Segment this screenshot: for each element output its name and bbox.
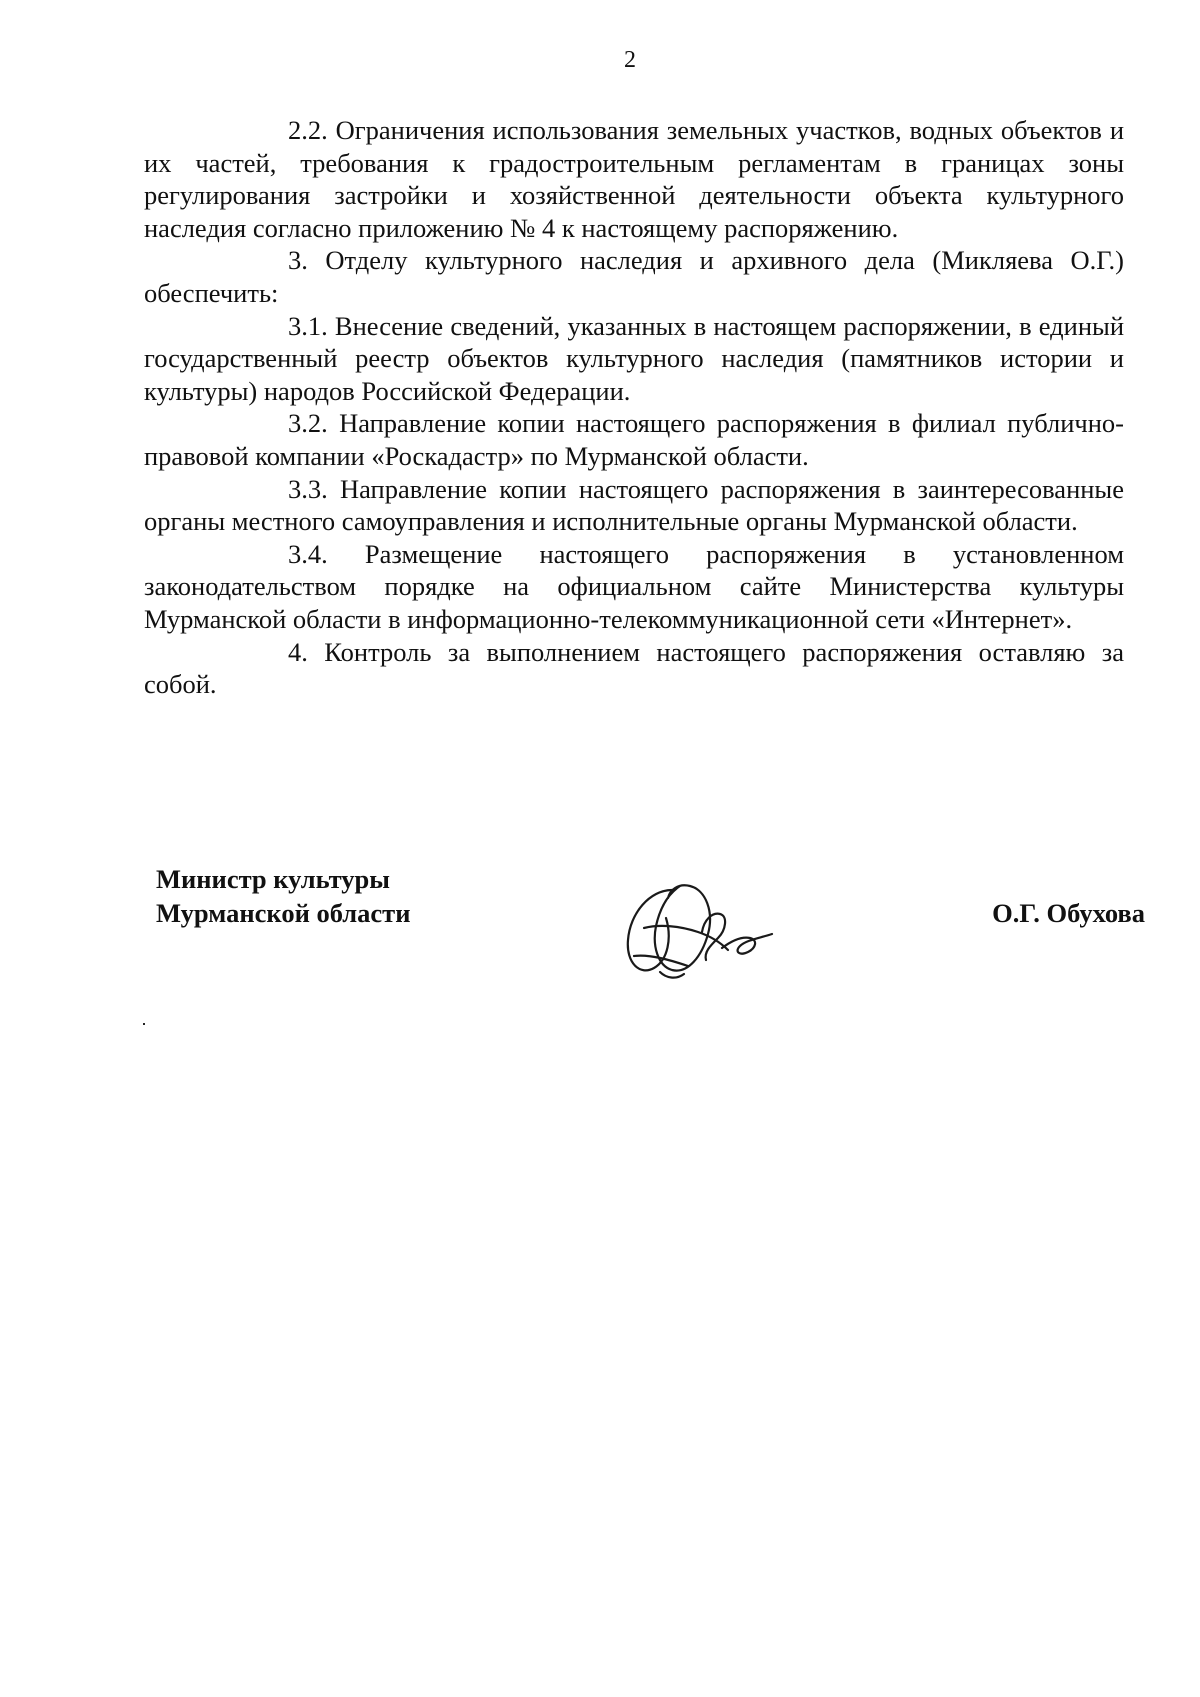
signatory-title-line1: Министр культуры bbox=[156, 864, 390, 894]
document-body bbox=[144, 114, 1124, 701]
paragraph-text: Внесение сведений, указанных в настоящем распоряжении, в единый государственный реестр объектов культурного наследия (памятников истории и культуры) народов Российской Федерации. bbox=[144, 310, 1125, 406]
paragraph-3-4 bbox=[144, 538, 1124, 636]
paragraph-3 bbox=[144, 244, 1124, 309]
paragraph-text: Ограничения использования земельных участков, водных объектов и их частей, требования к градостроительным регламентам в границах зоны регулирования застройки и хозяйственной деятельности объекта культурного наследия согласно приложению № 4 к настоящему распоряжению. bbox=[144, 115, 1124, 243]
stray-mark bbox=[143, 1023, 145, 1025]
signatory-title bbox=[156, 862, 410, 930]
paragraph-number: 4. bbox=[288, 636, 308, 667]
paragraph-number: 3. bbox=[288, 245, 308, 276]
paragraph-number: 2.2. bbox=[288, 115, 328, 145]
paragraph-number: 3.4. bbox=[288, 538, 328, 569]
handwritten-signature bbox=[610, 868, 780, 988]
paragraph-text: Направление копии настоящего распоряжения в филиал публично-правовой компании «Роскадастр» по Мурманской области. bbox=[144, 408, 1125, 471]
signatory-name: О.Г. Обухова bbox=[992, 898, 1145, 928]
paragraph-number: 3.2. bbox=[288, 408, 328, 439]
paragraph-3-3 bbox=[144, 473, 1124, 538]
paragraph-text: Направление копии настоящего распоряжения в заинтересованные органы местного самоуправления и исполнительные органы Мурманской области. bbox=[144, 473, 1124, 537]
paragraph-text: Отделу культурного наследия и архивного дела (Микляева О.Г.) обеспечить: bbox=[144, 245, 1124, 308]
page-number: 2 bbox=[624, 47, 636, 73]
paragraph-number: 3.1. bbox=[288, 310, 328, 341]
paragraph-2-2 bbox=[144, 114, 1124, 244]
paragraph-number: 3.3. bbox=[288, 473, 328, 504]
paragraph-4 bbox=[144, 636, 1124, 701]
paragraph-text: Размещение настоящего распоряжения в установленном законодательством порядке на официальном сайте Министерства культуры Мурманской области в информационно-телекоммуникационной сети «Интернет». bbox=[144, 538, 1125, 634]
paragraph-text: Контроль за выполнением настоящего распоряжения оставляю за собой. bbox=[144, 636, 1125, 700]
paragraph-3-1 bbox=[144, 310, 1124, 408]
signatory-title-line2: Мурманской области bbox=[156, 898, 411, 928]
paragraph-3-2 bbox=[144, 407, 1124, 472]
